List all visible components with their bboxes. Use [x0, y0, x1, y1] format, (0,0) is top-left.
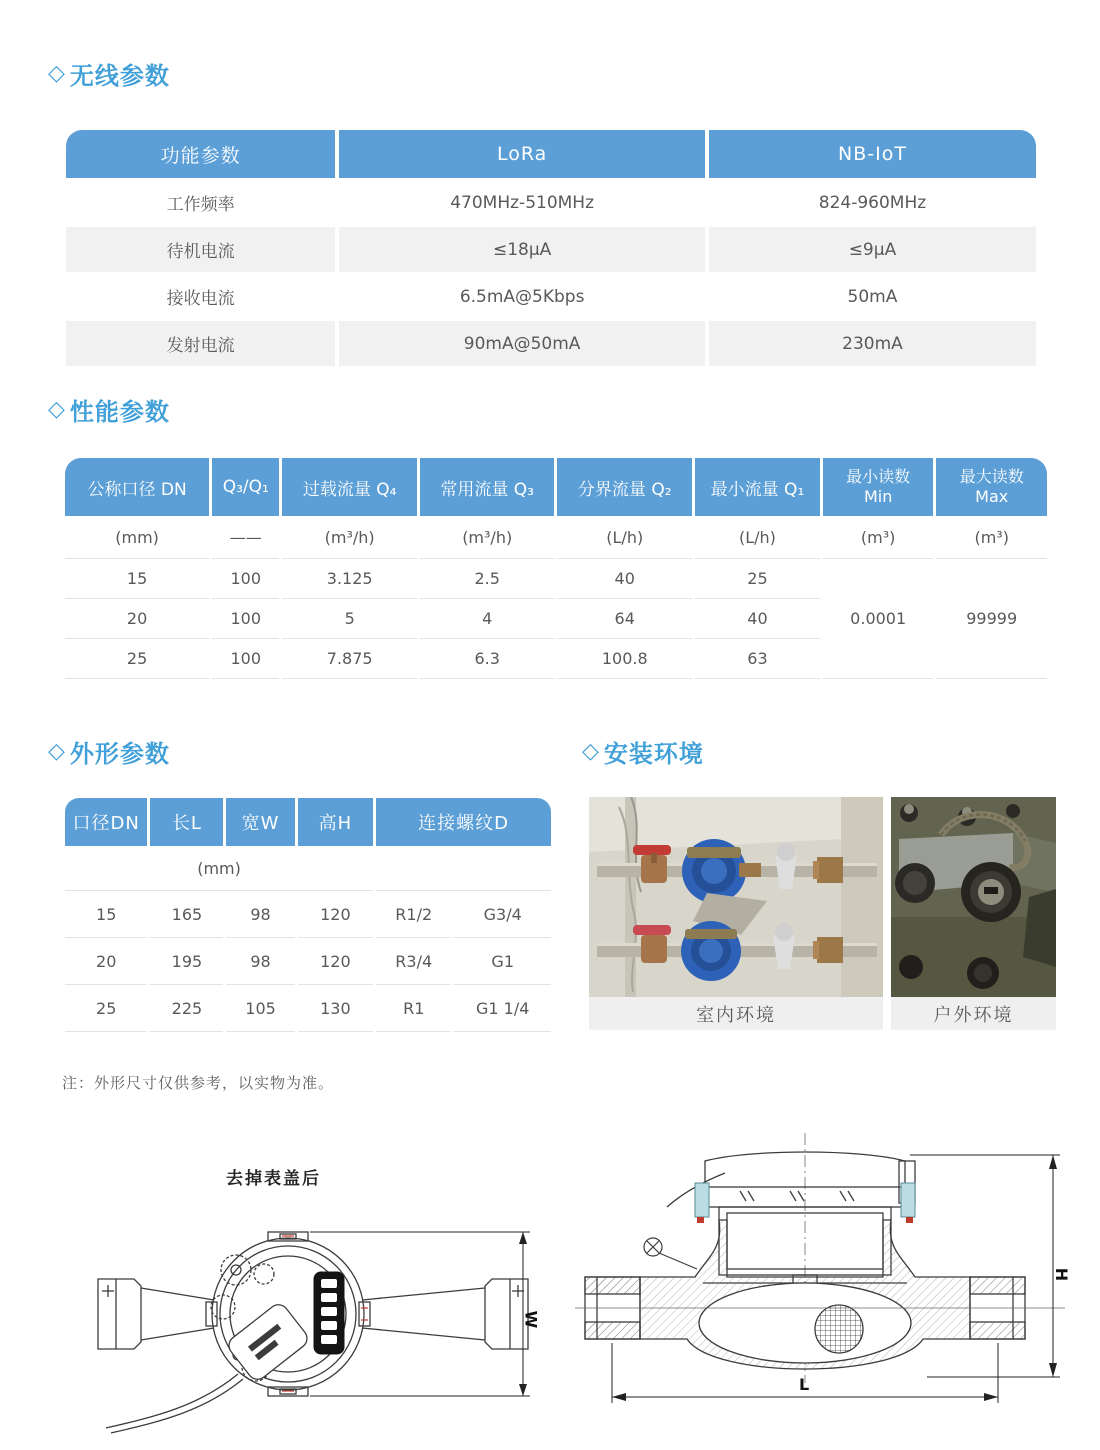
column-header: 公称口径 DN	[65, 458, 209, 516]
top-view-drawing	[78, 1162, 548, 1440]
top-view-linework	[78, 1162, 548, 1440]
table-cell: 发射电流	[66, 321, 335, 366]
column-header: 过载流量 Q₄	[282, 458, 417, 516]
column-header: 最小流量 Q₁	[695, 458, 820, 516]
table-cell: G1 1/4	[454, 985, 551, 1032]
column-header: LoRa	[339, 130, 705, 178]
section-title-performance	[48, 392, 170, 427]
table-cell: 25	[65, 639, 209, 679]
table-cell: 470MHz-510MHz	[339, 180, 705, 225]
photo-caption-outdoor: 户外环境	[891, 997, 1056, 1030]
section-view-drawing	[555, 1125, 1085, 1450]
top-view-drawing-label: 去掉表盖后	[226, 1169, 321, 1189]
column-header: 长L	[150, 798, 223, 846]
diamond-icon: ◇	[48, 739, 66, 764]
column-header-min-cn: 最小读数	[846, 467, 911, 486]
table-cell: 40	[557, 559, 692, 599]
table-row	[66, 180, 1036, 225]
diamond-icon: ◇	[48, 61, 66, 86]
max-reading-cell: 99999	[936, 559, 1047, 679]
table-cell: 20	[65, 599, 209, 639]
unit-cell-empty	[376, 846, 551, 891]
dimensions-note: 注：外形尺寸仅供参考，以实物为准。	[62, 1074, 335, 1092]
table-cell: 15	[65, 891, 147, 938]
table-cell: 2.5	[420, 559, 555, 599]
column-header: 分界流量 Q₂	[557, 458, 692, 516]
table-cell: R1	[376, 985, 451, 1032]
column-header: 高H	[298, 798, 373, 846]
table-cell: 25	[65, 985, 147, 1032]
dim-l-label: L	[799, 1375, 810, 1394]
section-title-dimensions-text: 外形参数	[69, 740, 170, 768]
photo-caption-indoor: 室内环境	[589, 997, 883, 1030]
units-row	[65, 846, 551, 891]
table-cell: 225	[150, 985, 223, 1032]
min-reading-cell: 0.0001	[823, 559, 934, 679]
section-title-environment	[582, 734, 704, 769]
table-cell: 50mA	[709, 274, 1036, 319]
table-cell: R3/4	[376, 938, 451, 985]
table-cell: 120	[298, 938, 373, 985]
section-title-wireless	[48, 56, 170, 91]
indoor-photo	[589, 797, 883, 1030]
table-cell: 15	[65, 559, 209, 599]
table-cell: 230mA	[709, 321, 1036, 366]
unit-cell: (L/h)	[557, 516, 692, 559]
table-row	[66, 274, 1036, 319]
column-header: 常用流量 Q₃	[420, 458, 555, 516]
table-cell: 3.125	[282, 559, 417, 599]
unit-cell: ——	[212, 516, 279, 559]
table-cell: ≤9μA	[709, 227, 1036, 272]
section-title-dimensions	[48, 734, 170, 769]
table-row	[66, 321, 1036, 366]
column-header: 宽W	[226, 798, 294, 846]
table-cell: 6.3	[420, 639, 555, 679]
unit-cell: (mm)	[65, 516, 209, 559]
table-row	[65, 938, 551, 985]
unit-cell: (m³/h)	[420, 516, 555, 559]
table-cell: 40	[695, 599, 820, 639]
section-title-wireless-text: 无线参数	[69, 62, 170, 90]
table-cell: G3/4	[454, 891, 551, 938]
dim-w-label: W	[521, 1310, 541, 1329]
table-cell: 130	[298, 985, 373, 1032]
section-view-linework	[555, 1125, 1085, 1450]
section-title-environment-text: 安装环境	[603, 740, 704, 768]
table-row	[66, 227, 1036, 272]
unit-cell: (m³)	[936, 516, 1047, 559]
unit-cell: (mm)	[65, 846, 373, 891]
table-cell: 100.8	[557, 639, 692, 679]
table-cell: 824-960MHz	[709, 180, 1036, 225]
unit-cell: (m³)	[823, 516, 934, 559]
table-cell: 20	[65, 938, 147, 985]
table-cell: 100	[212, 559, 279, 599]
unit-cell: (L/h)	[695, 516, 820, 559]
column-header-thread: 连接螺纹D	[376, 798, 551, 846]
column-header-max-cn: 最大读数	[959, 467, 1024, 486]
table-cell: 64	[557, 599, 692, 639]
table-cell: 100	[212, 599, 279, 639]
table-cell: 6.5mA@5Kbps	[339, 274, 705, 319]
table-cell: 待机电流	[66, 227, 335, 272]
table-cell: R1/2	[376, 891, 451, 938]
dim-h-label: H	[1052, 1267, 1072, 1282]
performance-table	[62, 458, 1050, 679]
table-cell: 98	[226, 938, 294, 985]
table-row	[65, 891, 551, 938]
wireless-table	[62, 128, 1040, 368]
table-cell: 63	[695, 639, 820, 679]
outdoor-photo-illustration	[891, 797, 1056, 997]
table-row	[65, 985, 551, 1032]
table-cell: 7.875	[282, 639, 417, 679]
table-cell: 165	[150, 891, 223, 938]
section-title-performance-text: 性能参数	[69, 398, 170, 426]
table-cell: 105	[226, 985, 294, 1032]
table-cell: 195	[150, 938, 223, 985]
column-header-min	[823, 458, 934, 516]
table-cell: ≤18μA	[339, 227, 705, 272]
outdoor-photo	[891, 797, 1056, 1030]
table-cell: 5	[282, 599, 417, 639]
table-cell: G1	[454, 938, 551, 985]
table-row	[65, 559, 1047, 599]
column-header-min-en: Min	[863, 487, 893, 506]
dimensions-table	[62, 798, 554, 1032]
table-cell: 工作频率	[66, 180, 335, 225]
column-header: Q₃/Q₁	[212, 458, 279, 516]
column-header: 口径DN	[65, 798, 147, 846]
diamond-icon: ◇	[582, 739, 600, 764]
table-cell: 接收电流	[66, 274, 335, 319]
indoor-photo-illustration	[589, 797, 883, 997]
column-header-max-en: Max	[975, 487, 1009, 506]
column-header-max	[936, 458, 1047, 516]
column-header: NB-IoT	[709, 130, 1036, 178]
diamond-icon: ◇	[48, 397, 66, 422]
table-cell: 120	[298, 891, 373, 938]
table-cell: 4	[420, 599, 555, 639]
column-header: 功能参数	[66, 130, 335, 178]
units-row	[65, 516, 1047, 559]
table-cell: 25	[695, 559, 820, 599]
table-cell: 100	[212, 639, 279, 679]
unit-cell: (m³/h)	[282, 516, 417, 559]
table-cell: 90mA@50mA	[339, 321, 705, 366]
table-cell: 98	[226, 891, 294, 938]
